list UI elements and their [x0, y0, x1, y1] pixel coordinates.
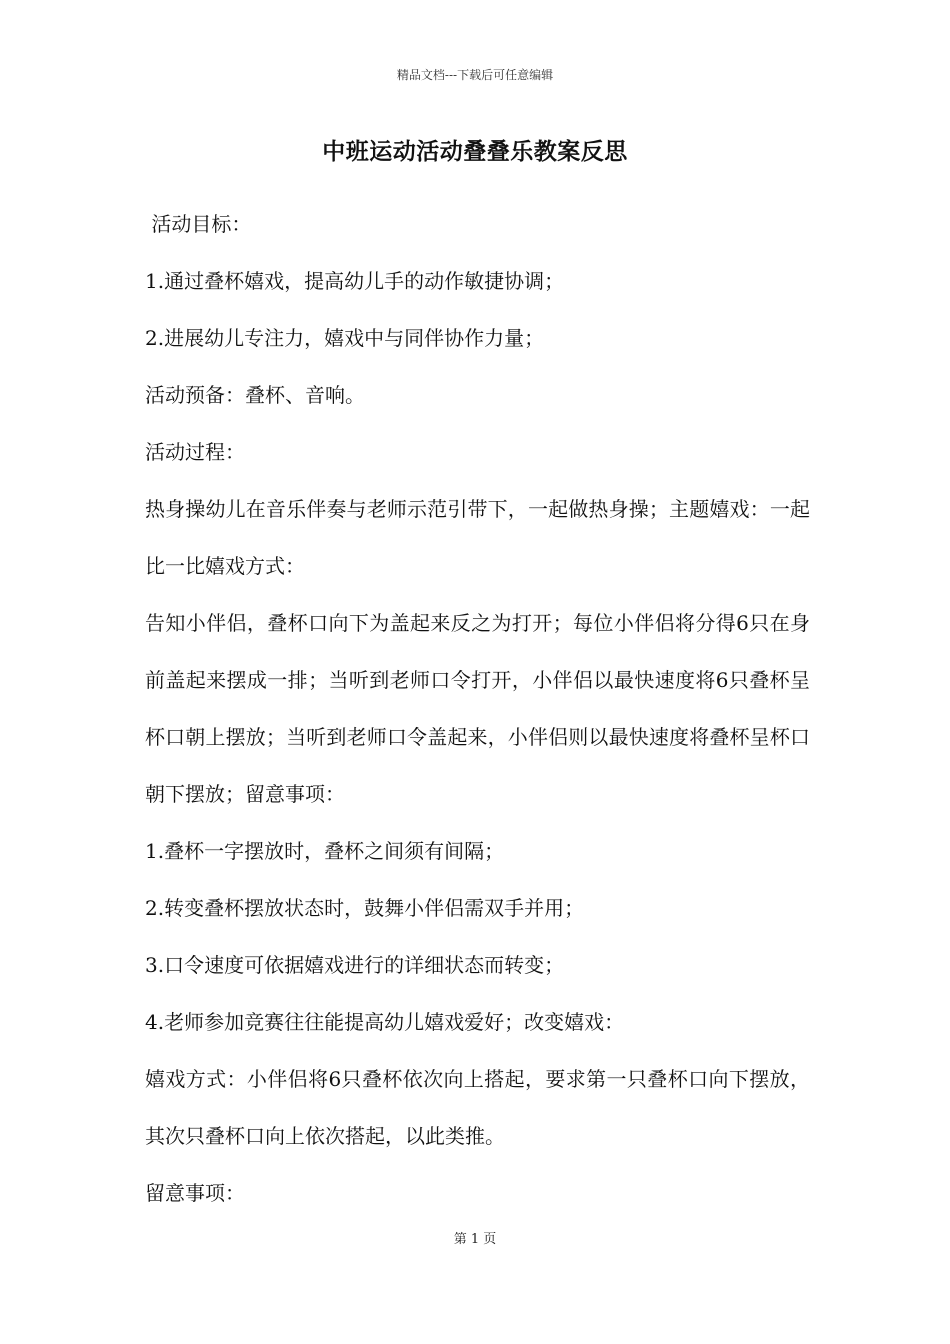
- paragraph-note-1: 1.叠杯一字摆放时，叠杯之间须有间隔；: [145, 839, 505, 863]
- paragraph-warmup: 热身操幼儿在音乐伴奏与老师示范引带下，一起做热身操；主题嬉戏：一起比一比嬉戏方式：: [145, 497, 810, 578]
- paragraph-note-3: 3.口令速度可依据嬉戏进行的详细状态而转变；: [145, 953, 565, 977]
- paragraph-notes-heading: 留意事项：: [145, 1181, 245, 1205]
- paragraph-objective-1: 1.通过叠杯嬉戏，提高幼儿手的动作敏捷协调；: [145, 269, 565, 293]
- page-number: 第 1 页: [453, 1232, 497, 1247]
- paragraph-note-2: 2.转变叠杯摆放状态时，鼓舞小伴侣需双手并用；: [145, 896, 585, 920]
- paragraph-game-method: 告知小伴侣，叠杯口向下为盖起来反之为打开；每位小伴侣将分得6只在身前盖起来摆成一排；当听到老师口令打开，小伴侣以最快速度将6只叠杯呈杯口朝上摆放；当听到老师口令盖起来，小伴侣则以最快速度将叠杯呈杯口朝下摆放；留意事项：: [145, 611, 810, 806]
- document-title: 中班运动活动叠叠乐教案反思: [322, 138, 628, 165]
- paragraph-objective-2: 2.进展幼儿专注力，嬉戏中与同伴协作力量；: [145, 326, 545, 350]
- paragraph-objectives-heading: 活动目标：: [145, 212, 252, 236]
- paragraph-variant-method: 嬉戏方式：小伴侣将6只叠杯依次向上搭起，要求第一只叠杯口向下摆放，其次只叠杯口向上依次搭起，以此类推。: [145, 1067, 810, 1148]
- document-body: [145, 196, 810, 1222]
- paragraph-note-4: 4.老师参加竞赛往往能提高幼儿嬉戏爱好；改变嬉戏：: [145, 1010, 625, 1034]
- paragraph-process-heading: 活动过程：: [145, 440, 245, 464]
- paragraph-preparation: 活动预备：叠杯、音响。: [145, 383, 365, 407]
- page-header: 精品文档---下载后可任意编辑: [396, 68, 554, 82]
